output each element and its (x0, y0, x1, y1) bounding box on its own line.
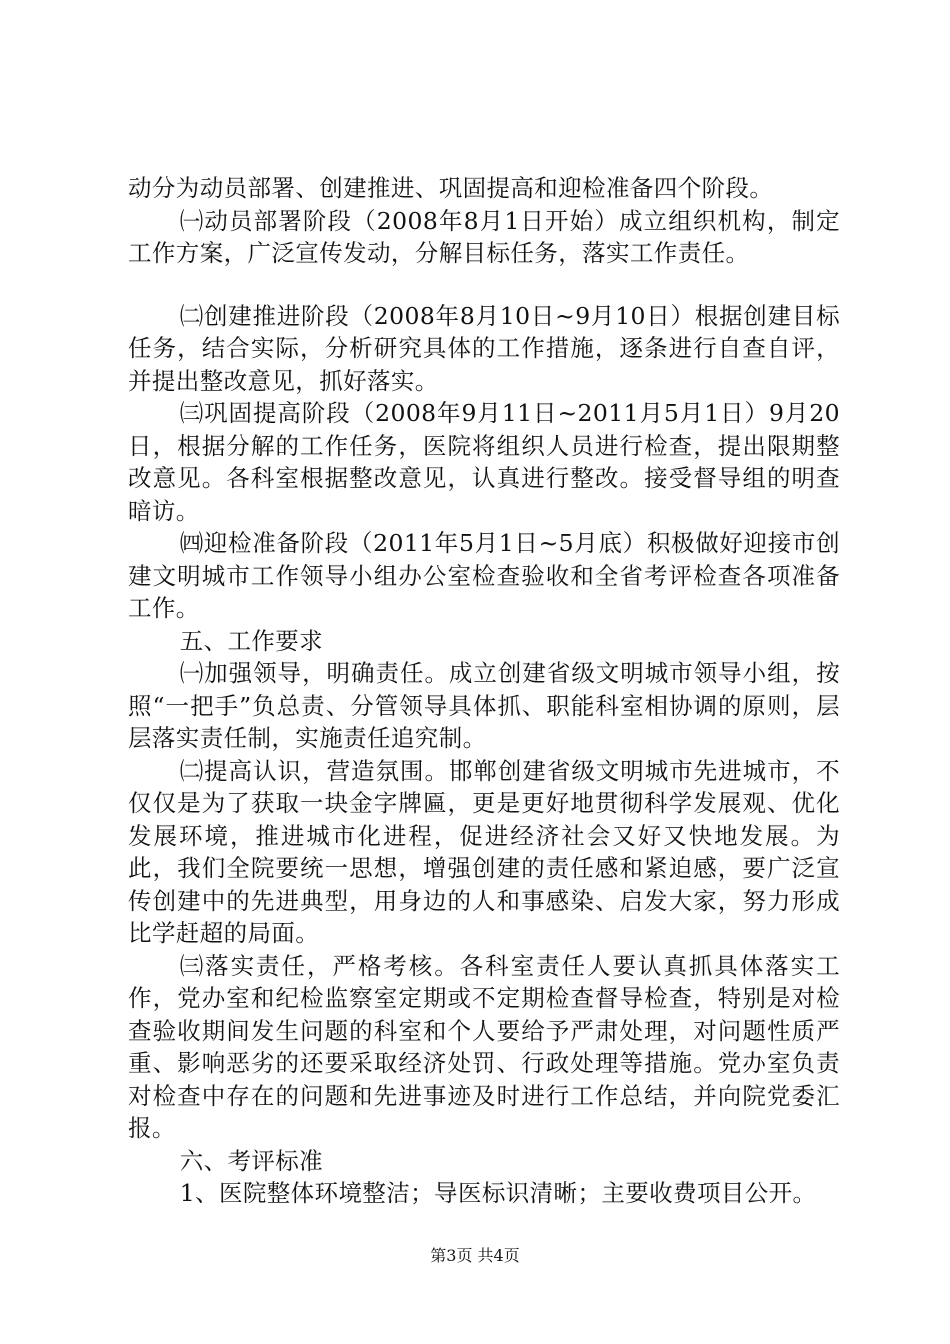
paragraph: ㈢落实责任，严格考核。各科室责任人要认真抓具体落实工作，党办室和纪检监察室定期或不定期检查督导检查，特别是对检查验收期间发生问题的科室和个人要给予严肃处理，对问题性质严重、影响恶劣的还要采取经济处罚、行政处理等措施。党办室负责对检查中存在的问题和先进事迹及时进行工作总结，并向院党委汇报。 (128, 951, 840, 1142)
paragraph: 动分为动员部署、创建推进、巩固提高和迎检准备四个阶段。 (128, 174, 774, 202)
paragraph: ㈠动员部署阶段（2008年8月1日开始）成立组织机构，制定工作方案，广泛宣传发动，分解目标任务，落实工作责任。 (128, 206, 840, 267)
paragraph: 1、医院整体环境整洁；导医标识清晰；主要收费项目公开。 (179, 1179, 817, 1207)
page-footer: 第3页 共4页 (430, 1246, 520, 1265)
paragraph: ㈠加强领导，明确责任。成立创建省级文明城市领导小组，按照“一把手”负总责、分管领导具体抓、职能科室相协调的原则，层层落实责任制，实施责任追究制。 (128, 659, 840, 752)
paragraph: ㈡提高认识，营造氛围。邯郸创建省级文明城市先进城市，不仅仅是为了获取一块金字牌匾，更是更好地贯彻科学发展观、优化发展环境，推进城市化进程，促进经济社会又好又快地发展。为此，我们全院要统一思想，增强创建的责任感和紧迫感，要广泛宣传创建中的先进典型，用身边的人和事感染、启发大家，努力形成比学赶超的局面。 (128, 756, 840, 947)
section-heading: 五、工作要求 (179, 626, 324, 655)
paragraph: ㈢巩固提高阶段（2008年9月11日~2011月5月1日）9月20日，根据分解的工作任务，医院将组织人员进行检查，提出限期整改意见。各科室根据整改意见，认真进行整改。接受督导组的明查暗访。 (128, 399, 840, 525)
section-heading: 六、考评标准 (179, 1146, 324, 1175)
document-body (128, 172, 840, 1210)
paragraph: ㈡创建推进阶段（2008年8月10日~9月10日）根据创建目标任务，结合实际，分析研究具体的工作措施，逐条进行自查自评，并提出整改意见，抓好落实。 (128, 301, 840, 395)
paragraph: ㈣迎检准备阶段（2011年5月1日~5月底）积极做好迎接市创建文明城市工作领导小组办公室检查验收和全省考评检查各项准备工作。 (128, 529, 840, 622)
